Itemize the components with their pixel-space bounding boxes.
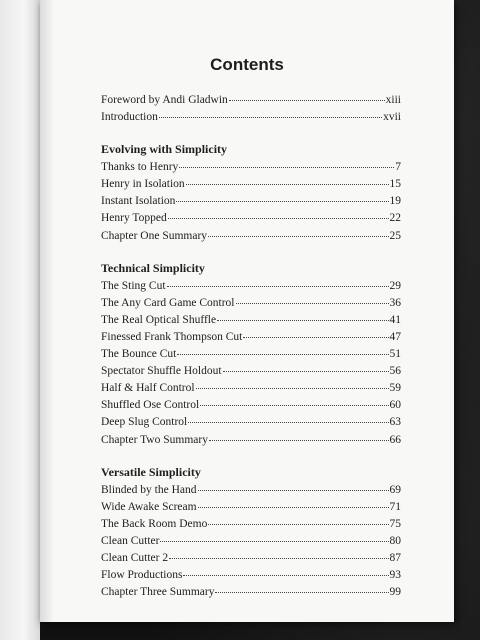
toc-entry-label: Flow Productions (101, 569, 183, 582)
toc-entry-page-number: 87 (389, 551, 401, 564)
toc-entry-label: Deep Slug Control (101, 416, 188, 429)
toc-entry-label: Wide Awake Scream (101, 500, 197, 513)
toc-entry (101, 92, 401, 109)
toc-entry-label: Shuffled Ose Control (101, 399, 200, 412)
toc-entry (101, 550, 401, 567)
toc-entry-label: The Bounce Cut (101, 348, 177, 361)
dot-leader (186, 184, 389, 185)
toc-entry (101, 533, 401, 550)
toc-entry-page-number: 66 (389, 433, 401, 446)
toc-entry-page-number: 80 (389, 534, 401, 547)
toc-entry (101, 567, 401, 584)
toc-entry-page-number: 7 (395, 161, 401, 174)
dot-leader (198, 490, 389, 491)
toc-entry (101, 329, 401, 346)
dot-leader (217, 320, 388, 321)
dot-leader (198, 507, 389, 508)
toc-entry (101, 499, 401, 516)
dot-leader (183, 575, 388, 576)
dot-leader (243, 337, 388, 338)
toc-entry (101, 278, 401, 295)
toc-entry-label: Instant Isolation (101, 195, 176, 208)
section-heading: Evolving with Simplicity (101, 142, 228, 157)
dot-leader (196, 388, 389, 389)
toc-entry-label: The Real Optical Shuffle (101, 313, 217, 326)
toc-entry-page-number: 71 (389, 500, 401, 513)
toc-entry-page-number: 59 (389, 382, 401, 395)
toc-entry-page-number: 36 (389, 296, 401, 309)
toc-entry (101, 176, 401, 193)
toc-entry-label: Clean Cutter (101, 534, 160, 547)
toc-entry-label: Henry Topped (101, 212, 167, 225)
toc-entry-label: Blinded by the Hand (101, 483, 197, 496)
dot-leader (215, 592, 388, 593)
dot-leader (200, 405, 388, 406)
toc-entry-label: The Any Card Game Control (101, 296, 235, 309)
toc-entry-label: Finessed Frank Thompson Cut (101, 330, 243, 343)
dot-leader (159, 117, 382, 118)
toc-entry (101, 346, 401, 363)
dot-leader (229, 100, 385, 101)
toc-entry (101, 482, 401, 499)
toc-entry-label: The Back Room Demo (101, 517, 208, 530)
toc-entry-label: Thanks to Henry (101, 161, 179, 174)
toc-entry-page-number: 15 (389, 178, 401, 191)
left-page-edge (0, 0, 40, 640)
dot-leader (208, 236, 388, 237)
toc-entry (101, 312, 401, 329)
dot-leader (167, 286, 389, 287)
toc-entry-page-number: 25 (389, 229, 401, 242)
toc-entry-page-number: 60 (389, 399, 401, 412)
toc-entry-page-number: 93 (389, 569, 401, 582)
dot-leader (209, 440, 389, 441)
toc-entry (101, 295, 401, 312)
toc-entry-label: Chapter Three Summary (101, 586, 215, 599)
toc-entry-label: Introduction (101, 111, 158, 124)
toc-entry-label: Clean Cutter 2 (101, 551, 169, 564)
toc-entry-page-number: 47 (389, 330, 401, 343)
section-heading: Technical Simplicity (101, 260, 205, 275)
dot-leader (177, 354, 388, 355)
toc-entry-page-number: 51 (389, 348, 401, 361)
dot-leader (160, 541, 388, 542)
toc-entry-label: Half & Half Control (101, 382, 195, 395)
toc-entry-page-number: 29 (389, 279, 401, 292)
toc-entry (101, 380, 401, 397)
toc-entry (101, 228, 401, 245)
dot-leader (169, 558, 388, 559)
toc-entry (101, 159, 401, 176)
table-of-contents (101, 92, 401, 601)
toc-entry-page-number: 56 (389, 365, 401, 378)
dot-leader (188, 422, 388, 423)
dot-leader (208, 524, 388, 525)
toc-entry (101, 210, 401, 227)
dot-leader (179, 167, 394, 168)
toc-entry-page-number: 75 (389, 517, 401, 530)
toc-entry-page-number: 63 (389, 416, 401, 429)
book-page (40, 0, 454, 622)
toc-entry (101, 193, 401, 210)
dot-leader (176, 201, 388, 202)
toc-entry-label: The Sting Cut (101, 279, 166, 292)
toc-entry-page-number: 19 (389, 195, 401, 208)
toc-entry-page-number: 41 (389, 313, 401, 326)
toc-entry-page-number: xiii (385, 94, 401, 106)
toc-entry-page-number: xvii (383, 111, 401, 124)
toc-entry (101, 109, 401, 126)
toc-entry (101, 432, 401, 449)
toc-entry (101, 397, 401, 414)
dot-leader (236, 303, 389, 304)
toc-entry-label: Chapter One Summary (101, 229, 208, 242)
toc-entry-label: Chapter Two Summary (101, 433, 208, 446)
toc-entry (101, 516, 401, 533)
toc-entry (101, 363, 401, 380)
toc-entry-page-number: 99 (389, 586, 401, 599)
section-heading: Versatile Simplicity (101, 464, 201, 479)
toc-entry (101, 584, 401, 601)
toc-entry-page-number: 22 (389, 212, 401, 225)
page-title: Contents (210, 55, 284, 74)
toc-entry-page-number: 69 (389, 483, 401, 496)
dot-leader (168, 218, 389, 219)
toc-entry-label: Foreword by Andi Gladwin (101, 94, 228, 106)
toc-entry (101, 414, 401, 431)
dot-leader (223, 371, 389, 372)
toc-entry-label: Spectator Shuffle Holdout (101, 365, 222, 378)
toc-entry-label: Henry in Isolation (101, 178, 185, 191)
